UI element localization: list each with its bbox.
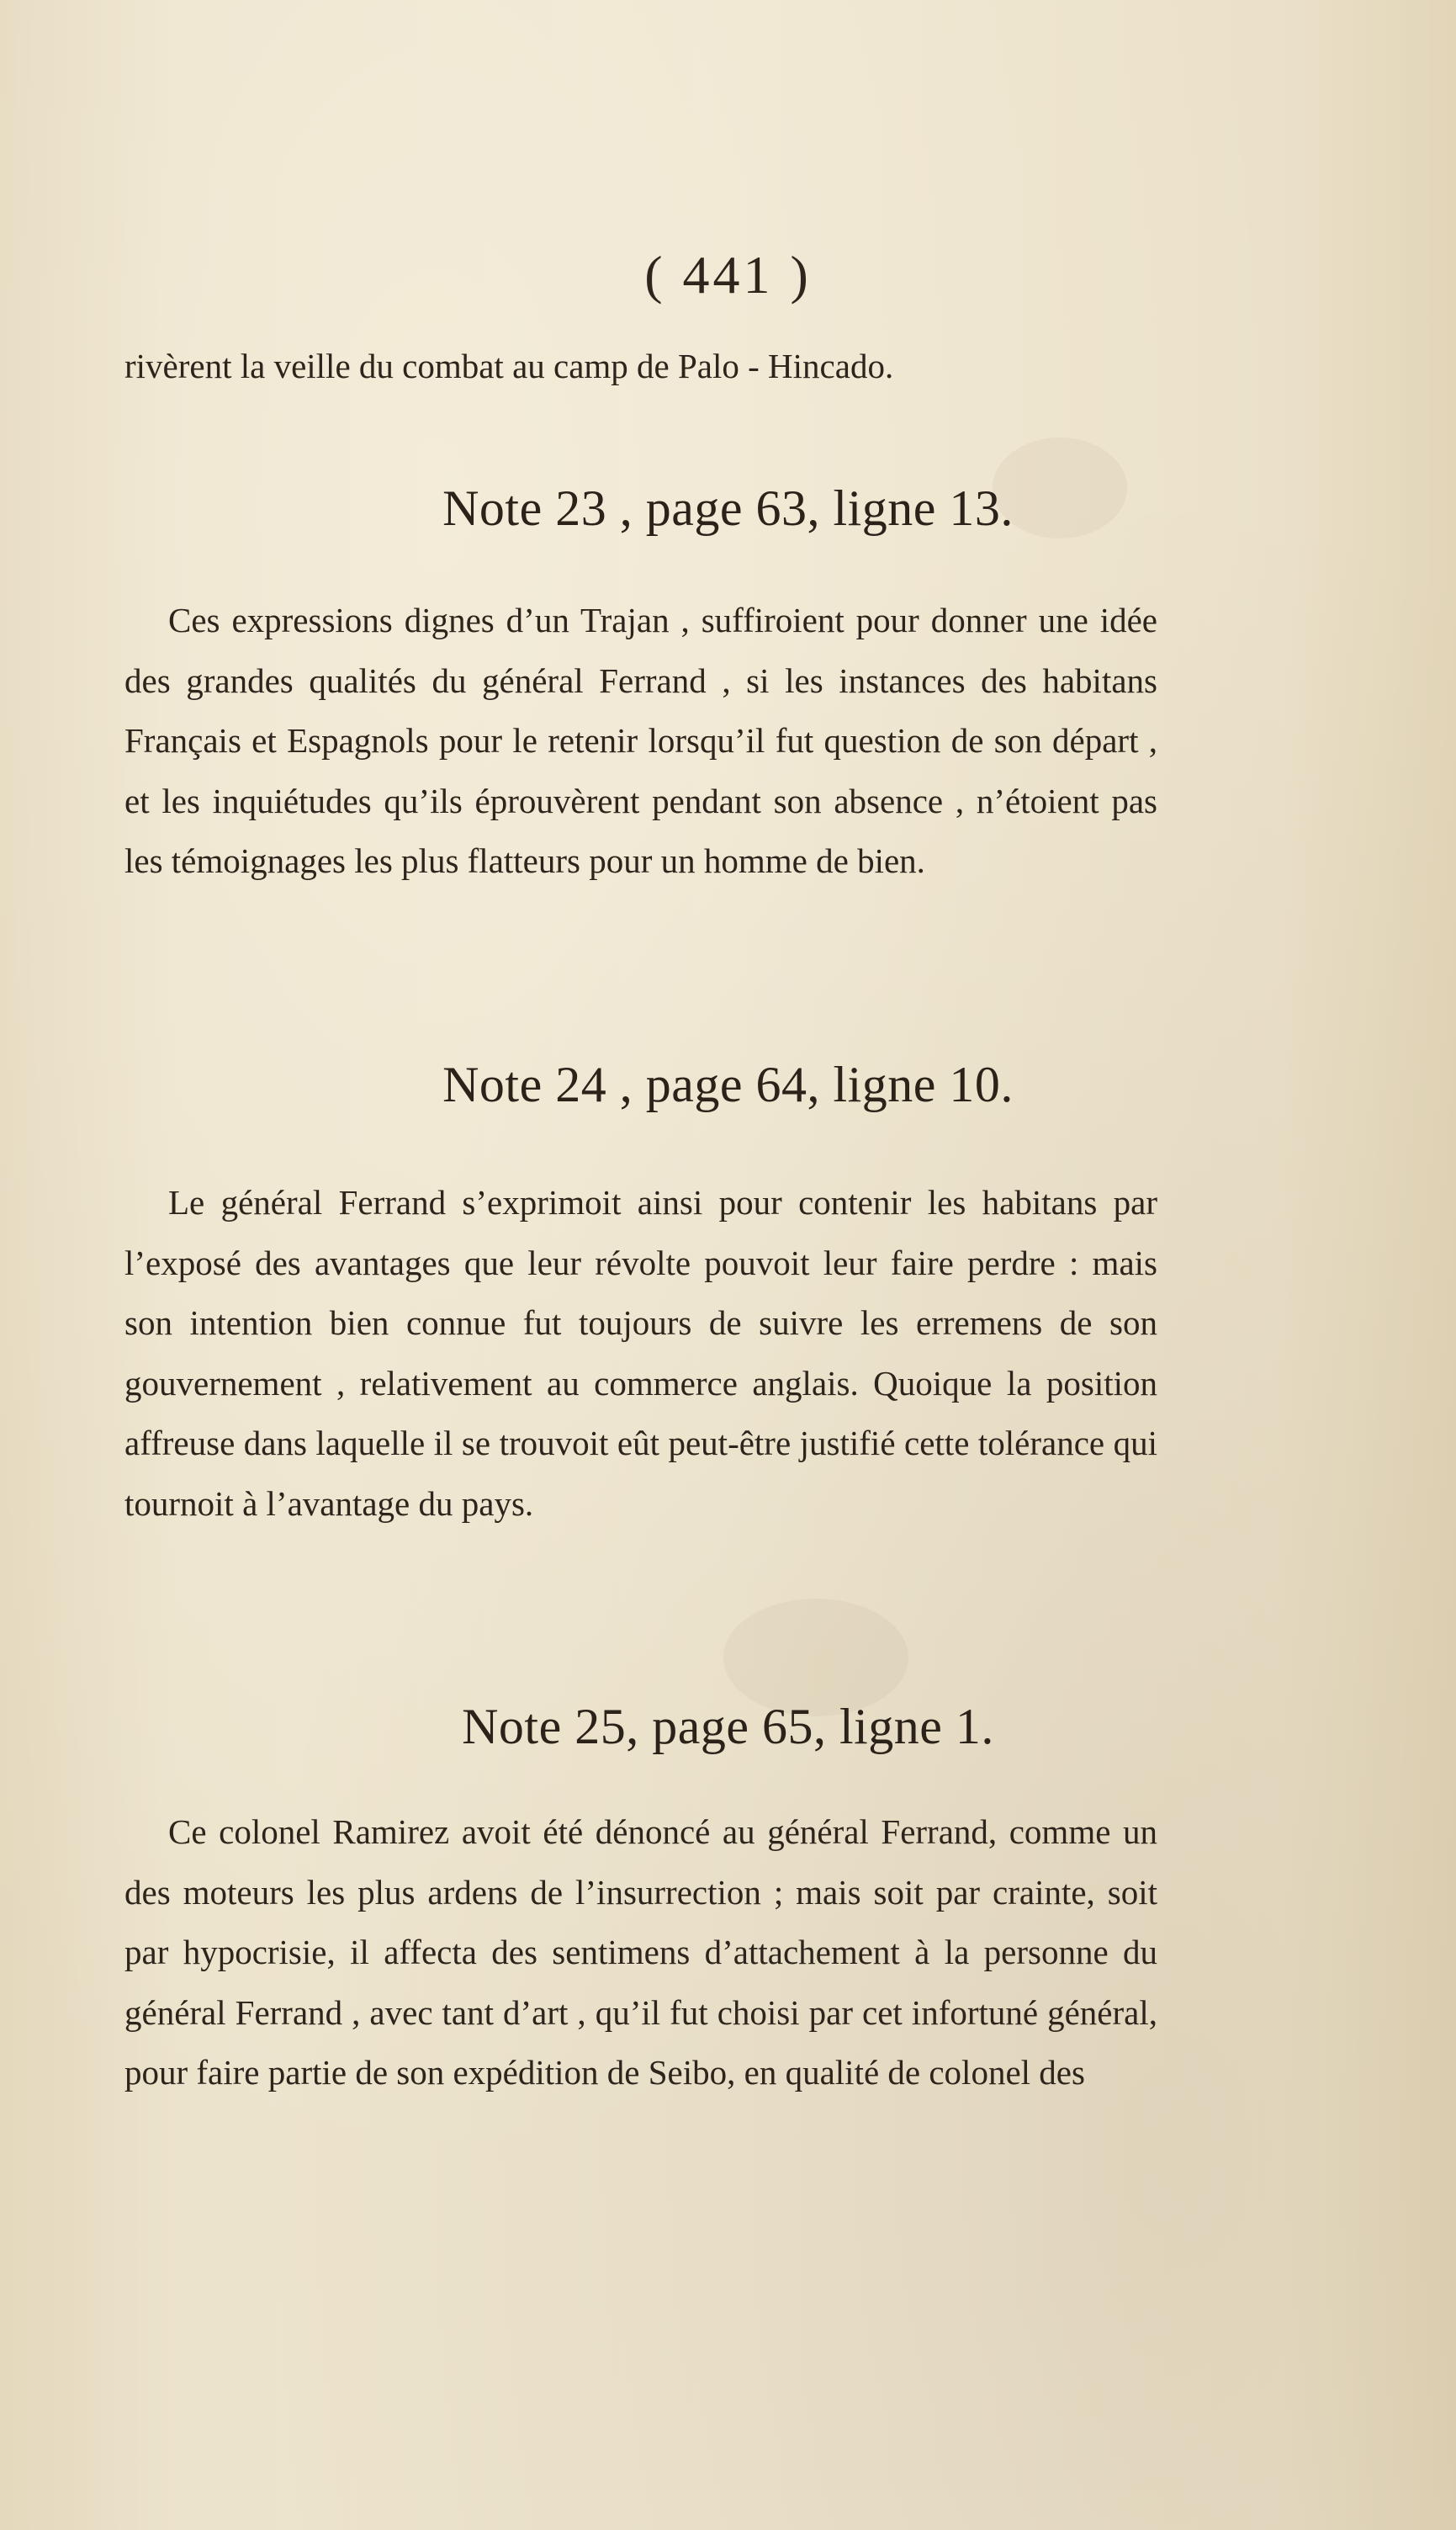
note-24-paragraph: Le général Ferrand s’exprimoit ainsi pour contenir les habitans par l’exposé des avantages que leur révolte pouvoit leur faire perdre : mais son intention bien connue fut toujours de suivre les erremens de son gouvernement , relativement au commerce anglais. Quoique la position affreuse dans laquelle il se trouvoit eût peut-être justifié cette tolérance qui tournoit à l’avantage du pays.	[124, 1183, 1157, 1523]
note-heading-25: Note 25, page 65, ligne 1.	[462, 1699, 994, 1754]
continuation-text	[124, 337, 1157, 397]
note-heading-23: Note 23 , page 63, ligne 13.	[442, 480, 1014, 536]
note-23-paragraph: Ces expressions dignes d’un Trajan , suffiroient pour donner une idée des grandes qualités du général Ferrand , si les instances des habitans Français et Espagnols pour le retenir lorsqu’il fut question de son départ , et les inquiétudes qu’ils éprouvèrent pendant son absence , n’étoient pas les témoignages les plus flatteurs pour un homme de bien.	[124, 601, 1157, 881]
continuation-paragraph: rivèrent la veille du combat au camp de Palo - Hincado.	[124, 347, 894, 385]
note-23-text	[124, 591, 1157, 892]
note-heading-24: Note 24 , page 64, ligne 10.	[442, 1057, 1014, 1112]
page-number: ( 441 )	[644, 245, 812, 305]
note-24-text	[124, 1173, 1157, 1535]
note-25-text	[124, 1802, 1157, 2103]
note-25-paragraph: Ce colonel Ramirez avoit été dénoncé au général Ferrand, comme un des moteurs les plus ardens de l’insurrection ; mais soit par crainte, soit par hypocrisie, il affecta des sentimens d’attachement à la personne du général Ferrand , avec tant d’art , qu’il fut choisi par cet infortuné général, pour faire partie de son expédition de Seibo, en qualité de colonel des	[124, 1812, 1157, 2092]
